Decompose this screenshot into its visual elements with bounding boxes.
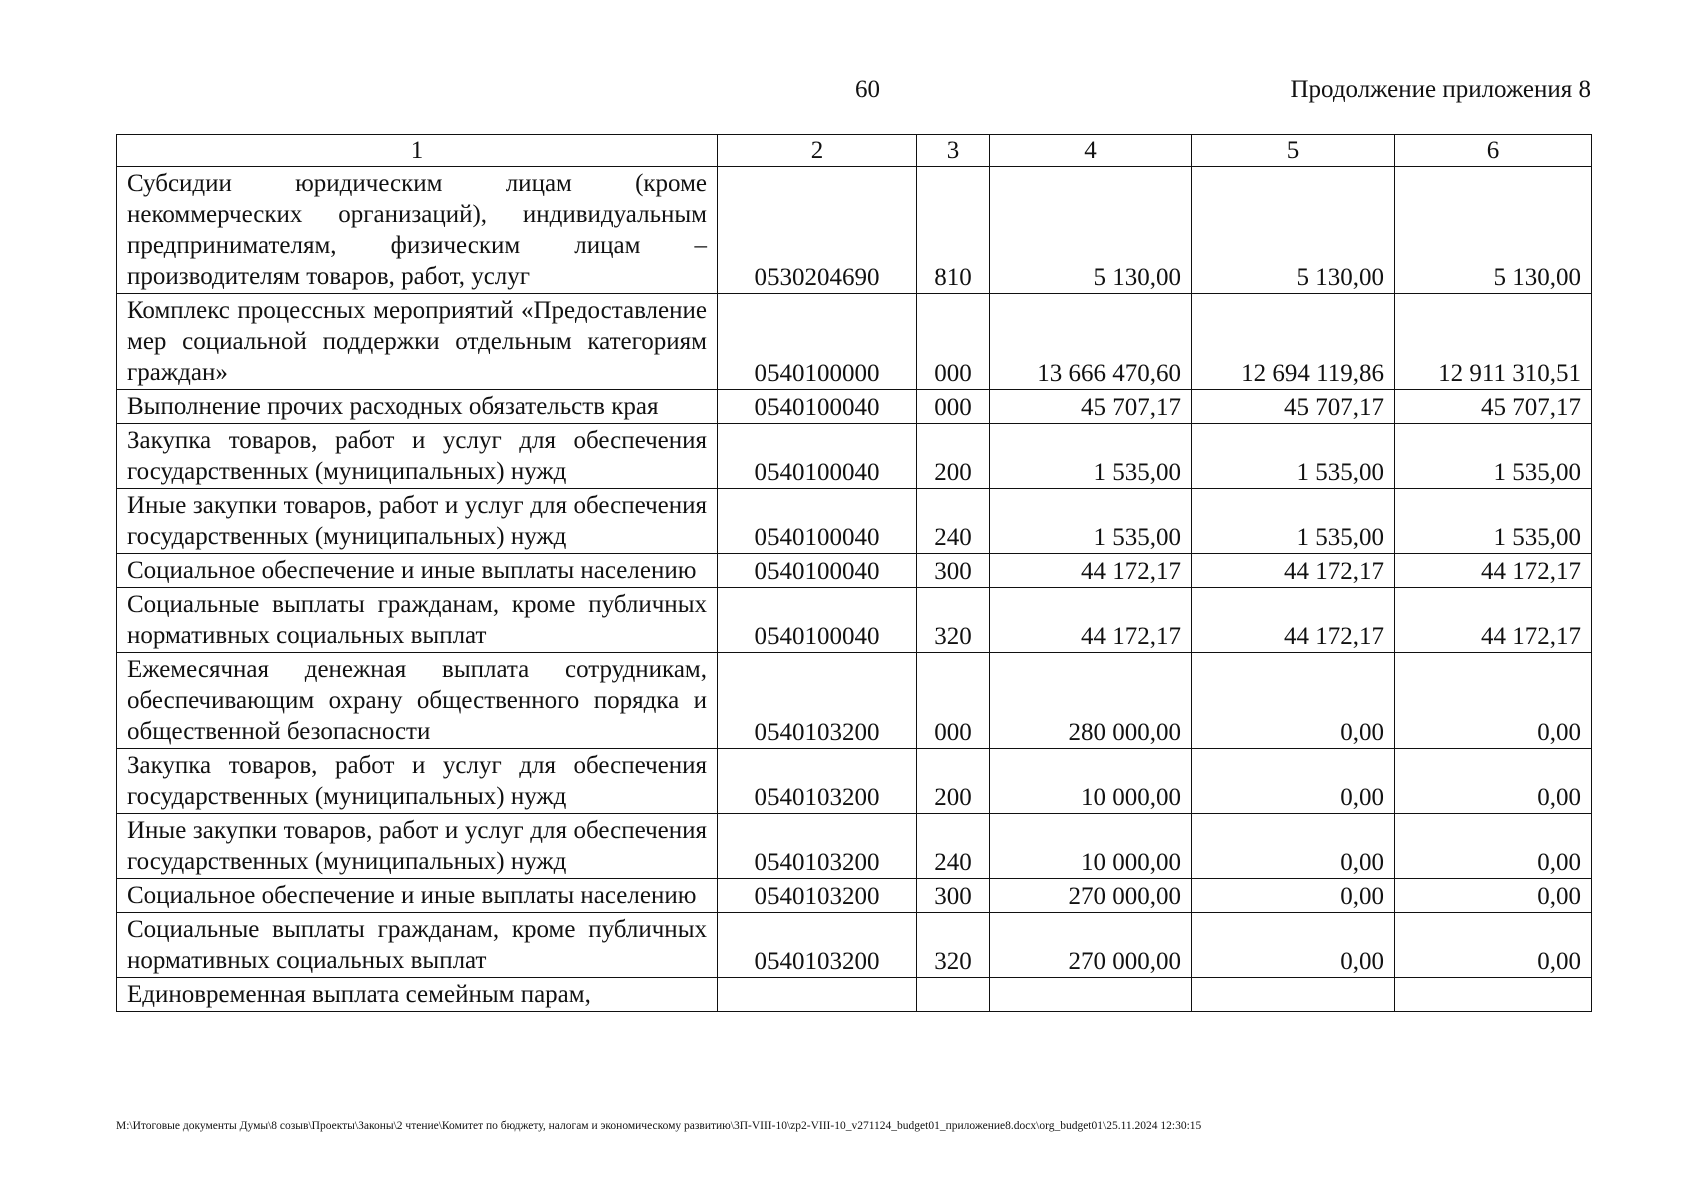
amount-col4-cell: 10 000,00 <box>990 814 1192 879</box>
amount-col4-cell: 270 000,00 <box>990 913 1192 978</box>
table-row <box>117 489 1592 554</box>
amount-col4-cell: 13 666 470,60 <box>990 294 1192 390</box>
amount-col5-cell: 44 172,17 <box>1192 588 1395 653</box>
column-header-4: 4 <box>990 135 1192 167</box>
amount-col5-cell: 0,00 <box>1192 749 1395 814</box>
table-row <box>117 167 1592 294</box>
table-row <box>117 588 1592 653</box>
amount-col6-cell: 5 130,00 <box>1395 167 1592 294</box>
column-header-6: 6 <box>1395 135 1592 167</box>
amount-col5-cell: 0,00 <box>1192 879 1395 913</box>
amount-col6-cell: 0,00 <box>1395 879 1592 913</box>
amount-col6-cell: 12 911 310,51 <box>1395 294 1592 390</box>
expense-type-cell <box>917 978 990 1012</box>
amount-col6-cell: 0,00 <box>1395 814 1592 879</box>
column-header-1: 1 <box>117 135 718 167</box>
target-article-code-cell: 0540103200 <box>718 814 917 879</box>
amount-col5-cell: 45 707,17 <box>1192 390 1395 424</box>
expense-type-cell: 300 <box>917 879 990 913</box>
page-number: 60 <box>855 76 880 103</box>
row-name-cell: Выполнение прочих расходных обязательств края <box>117 390 718 424</box>
target-article-code-cell <box>718 978 917 1012</box>
amount-col4-cell: 5 130,00 <box>990 167 1192 294</box>
amount-col5-cell <box>1192 978 1395 1012</box>
amount-col5-cell: 0,00 <box>1192 653 1395 749</box>
amount-col5-cell: 0,00 <box>1192 913 1395 978</box>
target-article-code-cell: 0540103200 <box>718 879 917 913</box>
document-file-path: M:\Итоговые документы Думы\8 созыв\Проекты\Законы\2 чтение\Комитет по бюджету, налогам и экономическому развитию\3П-VIII-10\zp2-VIII-10_v271124_budget01_приложение8.docx\org_budget01\25.11.2024 12:30:15 <box>116 1120 1202 1132</box>
table-row <box>117 879 1592 913</box>
target-article-code-cell: 0540100040 <box>718 588 917 653</box>
row-name-cell: Закупка товаров, работ и услуг для обеспечения государственных (муниципальных) нужд <box>117 749 718 814</box>
row-name-cell: Социальные выплаты гражданам, кроме публичных нормативных социальных выплат <box>117 913 718 978</box>
target-article-code-cell: 0540103200 <box>718 913 917 978</box>
budget-table-body <box>117 135 1592 1012</box>
target-article-code-cell: 0530204690 <box>718 167 917 294</box>
table-row <box>117 390 1592 424</box>
row-name-cell: Субсидии юридическим лицам (кроме некоммерческих организаций), индивидуальным предпринимателям, физическим лицам – производителям товаров, работ, услуг <box>117 167 718 294</box>
column-header-3: 3 <box>917 135 990 167</box>
amount-col4-cell: 1 535,00 <box>990 424 1192 489</box>
budget-table <box>116 134 1592 1012</box>
appendix-continuation-title: Продолжение приложения 8 <box>1290 76 1591 103</box>
amount-col5-cell: 0,00 <box>1192 814 1395 879</box>
expense-type-cell: 240 <box>917 489 990 554</box>
amount-col6-cell <box>1395 978 1592 1012</box>
table-row <box>117 424 1592 489</box>
target-article-code-cell: 0540103200 <box>718 653 917 749</box>
target-article-code-cell: 0540100040 <box>718 554 917 588</box>
table-row <box>117 653 1592 749</box>
amount-col6-cell: 0,00 <box>1395 653 1592 749</box>
column-header-5: 5 <box>1192 135 1395 167</box>
target-article-code-cell: 0540100040 <box>718 424 917 489</box>
amount-col4-cell <box>990 978 1192 1012</box>
expense-type-cell: 000 <box>917 390 990 424</box>
table-row <box>117 913 1592 978</box>
table-row <box>117 749 1592 814</box>
amount-col6-cell: 44 172,17 <box>1395 588 1592 653</box>
column-number-row <box>117 135 1592 167</box>
expense-type-cell: 200 <box>917 749 990 814</box>
row-name-cell: Социальное обеспечение и иные выплаты населению <box>117 554 718 588</box>
table-row <box>117 554 1592 588</box>
row-name-cell: Комплекс процессных мероприятий «Предоставление мер социальной поддержки отдельным категориям граждан» <box>117 294 718 390</box>
target-article-code-cell: 0540100040 <box>718 489 917 554</box>
expense-type-cell: 000 <box>917 653 990 749</box>
expense-type-cell: 200 <box>917 424 990 489</box>
expense-type-cell: 240 <box>917 814 990 879</box>
amount-col5-cell: 12 694 119,86 <box>1192 294 1395 390</box>
table-row <box>117 814 1592 879</box>
amount-col4-cell: 280 000,00 <box>990 653 1192 749</box>
row-name-cell: Социальные выплаты гражданам, кроме публичных нормативных социальных выплат <box>117 588 718 653</box>
expense-type-cell: 810 <box>917 167 990 294</box>
amount-col4-cell: 45 707,17 <box>990 390 1192 424</box>
amount-col6-cell: 0,00 <box>1395 913 1592 978</box>
expense-type-cell: 320 <box>917 588 990 653</box>
row-name-cell: Социальное обеспечение и иные выплаты населению <box>117 879 718 913</box>
expense-type-cell: 300 <box>917 554 990 588</box>
amount-col6-cell: 1 535,00 <box>1395 489 1592 554</box>
target-article-code-cell: 0540100000 <box>718 294 917 390</box>
amount-col6-cell: 44 172,17 <box>1395 554 1592 588</box>
amount-col4-cell: 44 172,17 <box>990 588 1192 653</box>
table-row <box>117 978 1592 1012</box>
amount-col6-cell: 45 707,17 <box>1395 390 1592 424</box>
amount-col5-cell: 5 130,00 <box>1192 167 1395 294</box>
table-row <box>117 294 1592 390</box>
row-name-cell: Ежемесячная денежная выплата сотрудникам, обеспечивающим охрану общественного порядка и общественной безопасности <box>117 653 718 749</box>
amount-col6-cell: 0,00 <box>1395 749 1592 814</box>
expense-type-cell: 000 <box>917 294 990 390</box>
row-name-cell: Иные закупки товаров, работ и услуг для обеспечения государственных (муниципальных) нужд <box>117 489 718 554</box>
amount-col5-cell: 1 535,00 <box>1192 424 1395 489</box>
amount-col4-cell: 44 172,17 <box>990 554 1192 588</box>
amount-col4-cell: 1 535,00 <box>990 489 1192 554</box>
row-name-cell: Единовременная выплата семейным парам, <box>117 978 718 1012</box>
target-article-code-cell: 0540103200 <box>718 749 917 814</box>
amount-col4-cell: 270 000,00 <box>990 879 1192 913</box>
amount-col6-cell: 1 535,00 <box>1395 424 1592 489</box>
row-name-cell: Иные закупки товаров, работ и услуг для обеспечения государственных (муниципальных) нужд <box>117 814 718 879</box>
column-header-2: 2 <box>718 135 917 167</box>
row-name-cell: Закупка товаров, работ и услуг для обеспечения государственных (муниципальных) нужд <box>117 424 718 489</box>
amount-col5-cell: 44 172,17 <box>1192 554 1395 588</box>
target-article-code-cell: 0540100040 <box>718 390 917 424</box>
amount-col5-cell: 1 535,00 <box>1192 489 1395 554</box>
expense-type-cell: 320 <box>917 913 990 978</box>
amount-col4-cell: 10 000,00 <box>990 749 1192 814</box>
